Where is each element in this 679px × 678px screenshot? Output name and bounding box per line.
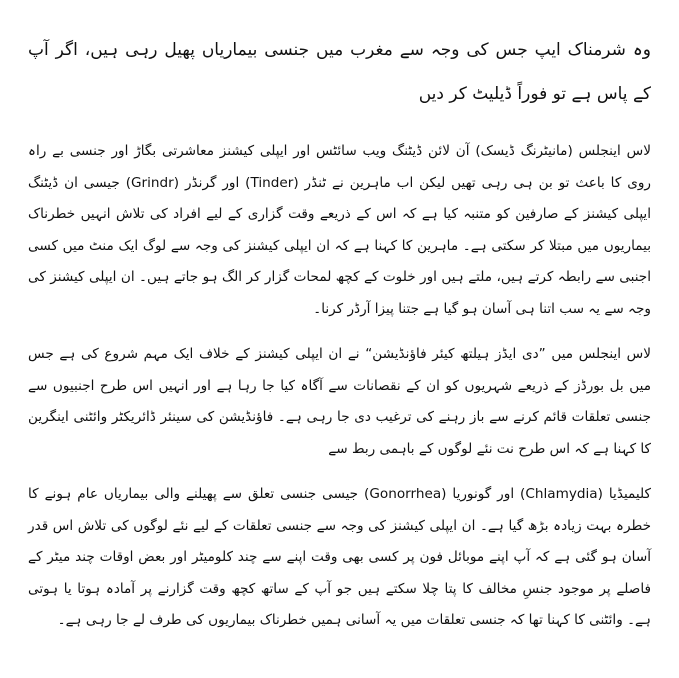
article-paragraph: لاس اینجلس میں ”دی ایڈز ہیلتھ کیئر فاﺅنڈیشن“ نے ان ایپلی کیشنز کے خلاف ایک مہم شروع کی ہے جس میں بل بورڈز کے ذریعے شہریوں کو ان کے نقصانات سے آگاہ کیا جا رہا ہے اور انہیں اس طرح اجنبیوں سے جنسی تعلقات قائم کرنے سے باز رہنے کی ترغیب دی جا رہی ہے۔ فاﺅنڈیشن کی سینئر ڈائریکٹر وائٹنی اینگرین کا کہنا ہے کہ اس طرح نت نئے لوگوں کے باہمی ربط سے <box>28 346 651 457</box>
article-paragraph: کلیمیڈیا (Chlamydia) اور گونوریا (Gonorrhea) جیسی جنسی تعلق سے پھیلنے والی بیماریاں عام ہونے کا خطرہ بہت زیادہ بڑھ گیا ہے۔ ان ایپلی کیشنز کی وجہ سے جنسی تعلقات کے لیے نئے لوگوں کی تلاش اس قدر آسان ہو گئی ہے کہ آپ اپنے موبائل فون پر کسی بھی وقت اپنے سے چند کلومیٹر اور بعض اوقات چند میٹر کے فاصلے پر موجود جنسِ مخالف کا پتا چلا سکتے ہیں جو آپ کے ساتھ کچھ وقت گزارنے پر آمادہ ہوتا یا ہوتی ہے۔ وائٹنی کا کہنا تھا کہ جنسی تعلقات میں یہ آسانی ہمیں خطرناک بیماریوں کی طرف لے جا رہی ہے۔ <box>28 486 651 628</box>
article-headline: وہ شرمناک ایپ جس کی وجہ سے مغرب میں جنسی بیماریاں پھیل رہی ہیں، اگر آپ کے پاس ہے تو فوراً ڈیلیٹ کر دیں <box>28 40 651 104</box>
article-paragraph: لاس اینجلس (مانیٹرنگ ڈیسک) آن لائن ڈیٹنگ ویب سائٹس اور ایپلی کیشنز معاشرتی بگاڑ اور جنسی بے راہ روی کا باعث تو بن ہی رہی تھیں لیکن اب ماہرین نے ٹنڈر (Tinder) اور گرنڈر (Grindr) جیسی ان ڈیٹنگ ایپلی کیشنز کے صارفین کو متنبہ کیا ہے کہ اس کے ذریعے وقت گزاری کے لیے افراد کی تلاش انہیں خطرناک بیماریوں میں مبتلا کر سکتی ہے۔ ماہرین کا کہنا ہے کہ ان ایپلی کیشنز کی وجہ سے لوگ ایک منٹ میں کسی اجنبی سے رابطہ کرتے ہیں، ملتے ہیں اور خلوت کے کچھ لمحات گزار کر الگ ہو جاتے ہیں۔ ان ایپلی کیشنز کی وجہ سے یہ سب اتنا ہی آسان ہو گیا ہے جتنا پیزا آرڈر کرنا۔ <box>28 143 651 317</box>
